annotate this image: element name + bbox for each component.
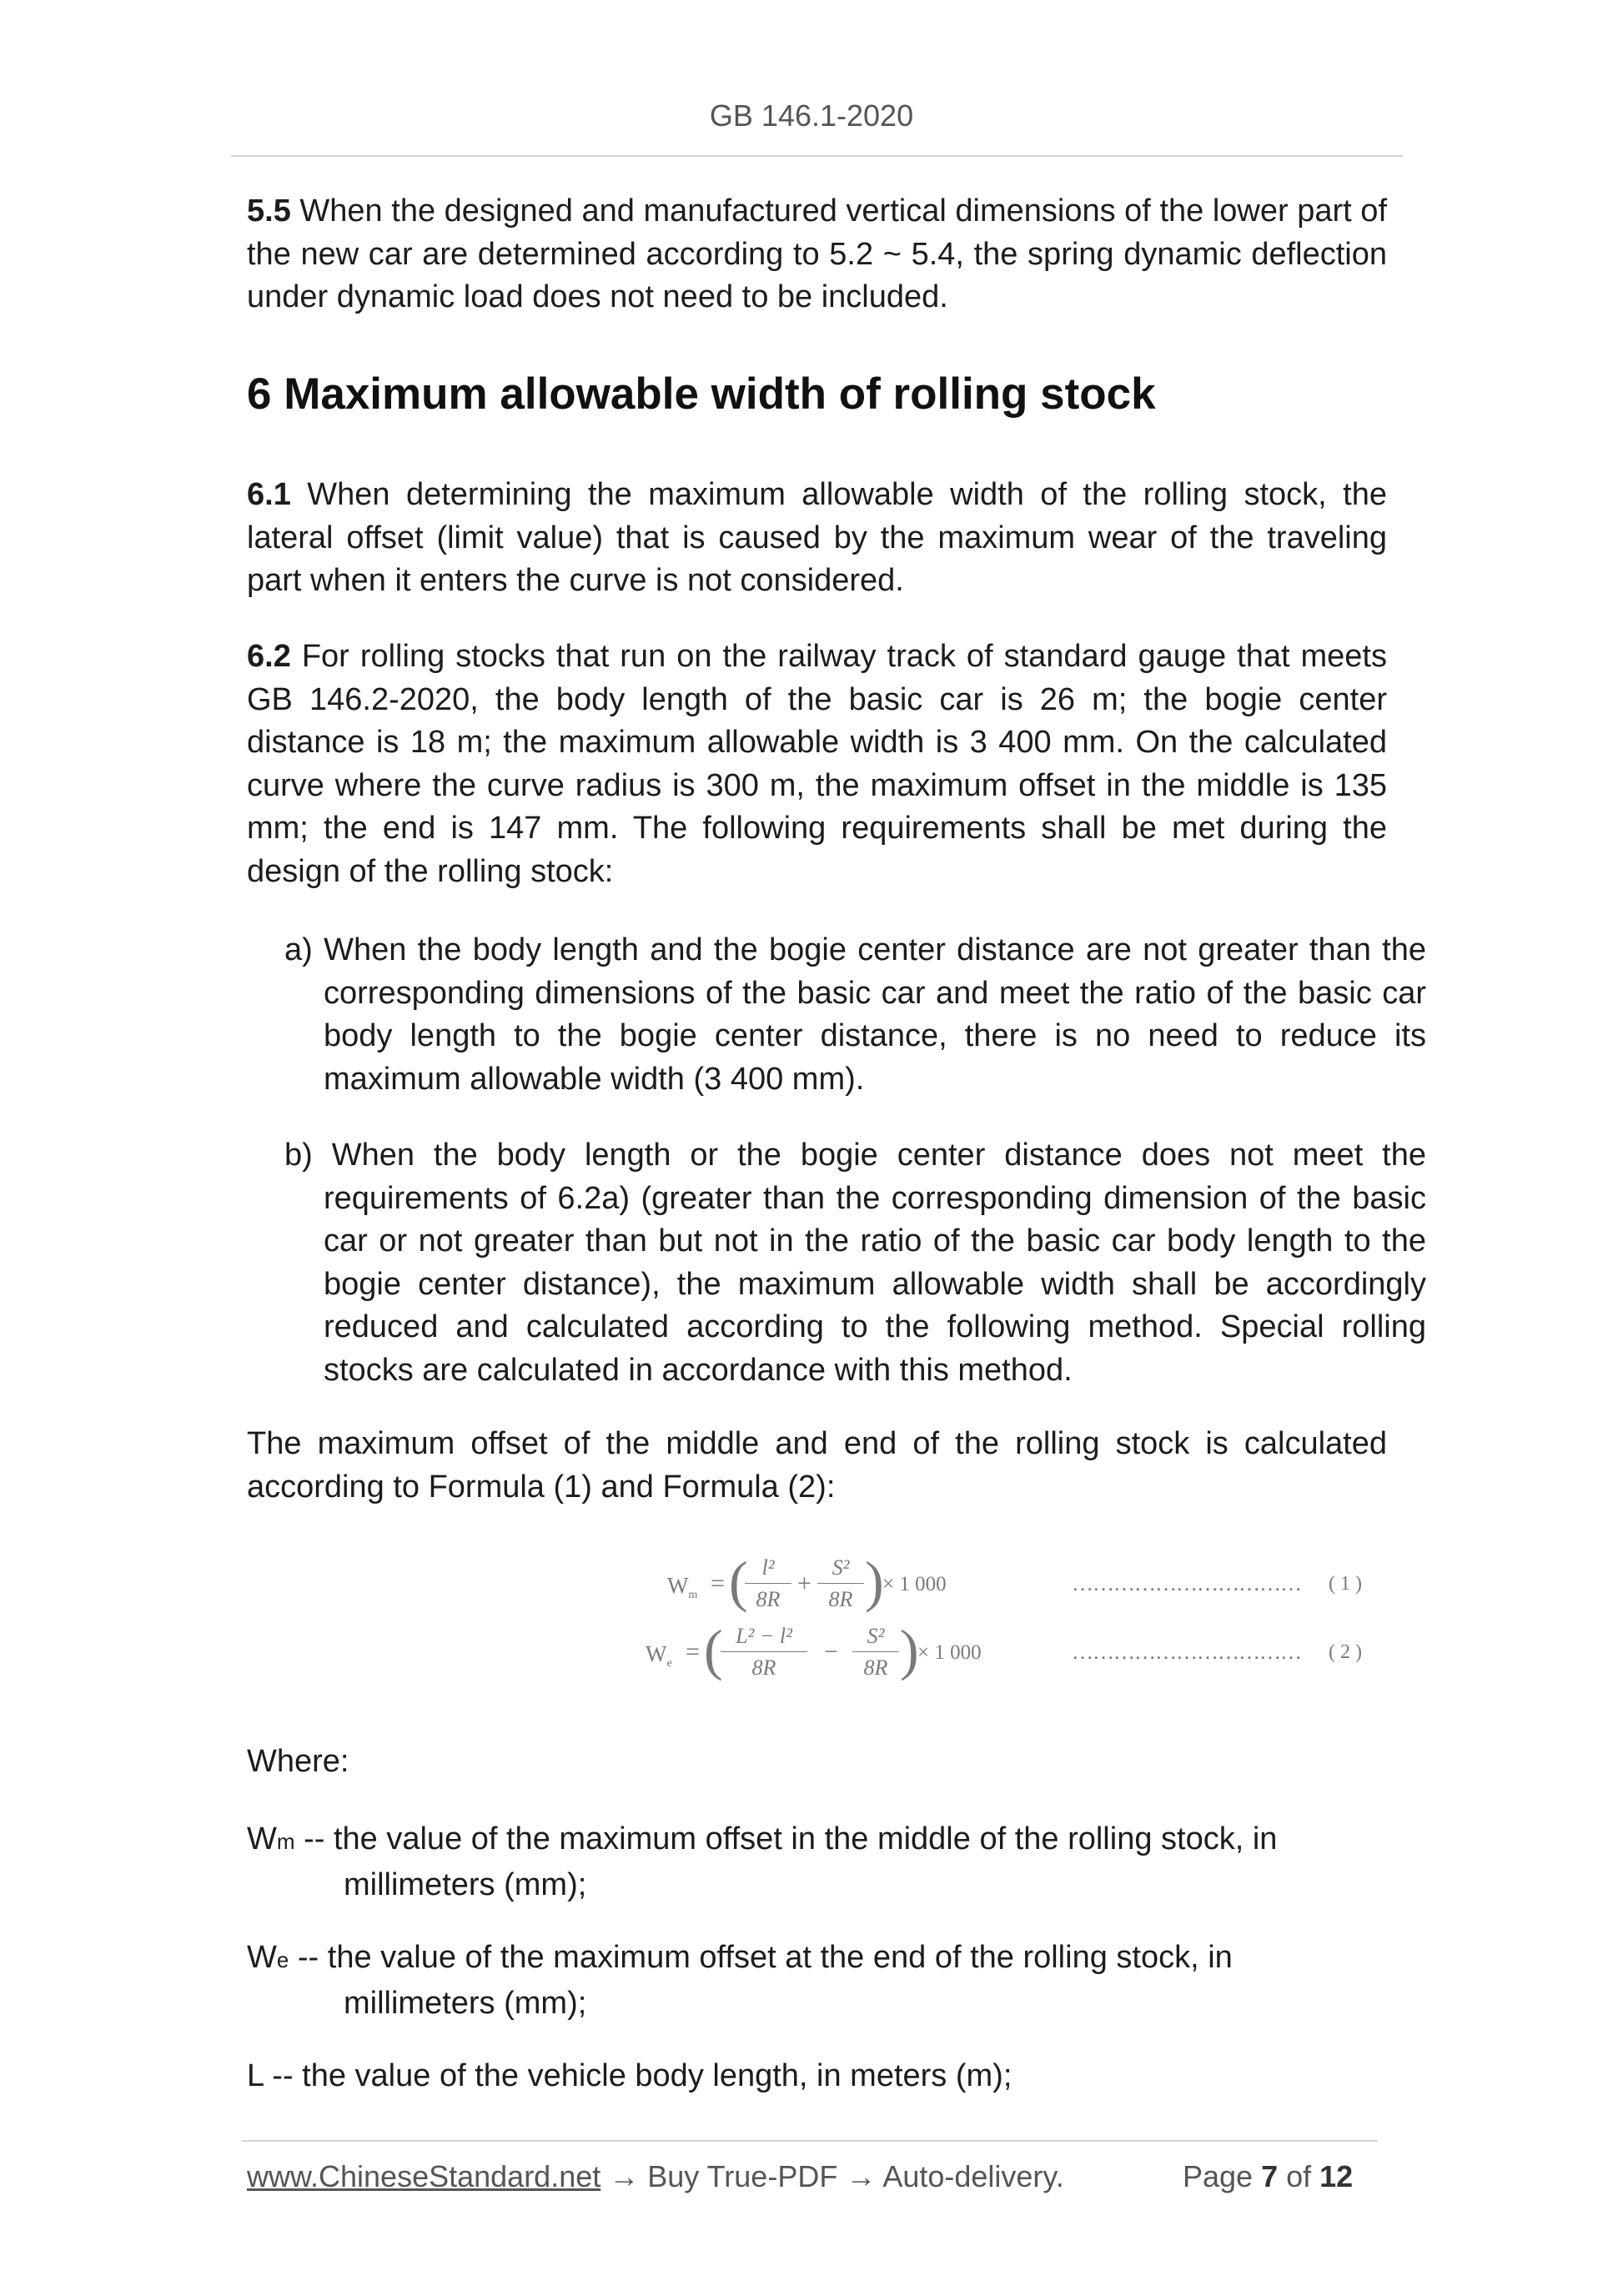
clause-5-5 (247, 190, 1387, 319)
definition-wm (247, 1818, 1387, 1907)
clause-5-5-number: 5.5 (247, 193, 291, 229)
formula-2-lhs-sub: e (666, 1657, 672, 1670)
formula-2 (634, 1618, 1401, 1688)
clause-6-1 (247, 474, 1387, 603)
formula-1 (634, 1550, 1401, 1620)
formula-1-lhs (667, 1573, 697, 1602)
definition-l-symbol: L (247, 2058, 264, 2093)
list-item-b-text: When the body length or the bogie center distance does not meet the requirements of 6.2a) (greater than the corresponding dimension of the basic car or not greater than but not in the ratio of the basic car body length to the bogie center distance), the maximum allowable width shall be accordingly reduced and calculated according to the following method. Special rolling stocks are calculated in accordance with this method. (312, 1138, 1426, 1388)
formula-1-multiplier: × 1 000 (882, 1573, 947, 1595)
formula-2-lhs (646, 1641, 672, 1671)
section-6-heading: 6 Maximum allowable width of rolling stock (247, 369, 1156, 419)
definition-we-symbol-sub: e (276, 1947, 289, 1972)
formula-2-equals: = (686, 1638, 700, 1665)
formula-2-frac-2 (852, 1621, 899, 1682)
formula-1-lhs-sub: m (688, 1589, 698, 1601)
definition-wm-symbol-letter: W (247, 1821, 277, 1856)
formula-1-leader: …………………………… (1072, 1571, 1301, 1595)
formula-1-paren-right: ) (865, 1550, 884, 1613)
definition-wm-symbol (247, 1818, 295, 1864)
footer-page-total: 12 (1319, 2159, 1354, 2193)
formula-2-paren-left: ( (704, 1618, 723, 1681)
formula-2-frac-1-num: L² − l² (721, 1621, 807, 1652)
definition-wm-text: -- the value of the maximum offset in the middle of the rolling stock, in (294, 1821, 1278, 1856)
definition-wm-continuation: millimeters (mm); (344, 1866, 587, 1902)
footer-promo (247, 2159, 1064, 2194)
definition-we (247, 1937, 1387, 2025)
clause-6-2-number: 6.2 (247, 639, 291, 674)
footer-tagline: → Buy True-PDF → Auto-delivery. (600, 2159, 1064, 2193)
footer-of-label: of (1278, 2159, 1320, 2193)
footer-site-link[interactable]: www.ChineseStandard.net (247, 2159, 601, 2193)
definition-we-text: -- the value of the maximum offset at the end of the rolling stock, in (289, 1940, 1233, 1975)
formula-1-number: ( 1 ) (1329, 1573, 1362, 1595)
formula-1-frac-2-num: S² (817, 1553, 864, 1584)
formula-1-frac-2-den: 8R (828, 1587, 853, 1611)
clause-6-1-number: 6.1 (247, 477, 291, 512)
formula-1-operator: + (797, 1570, 812, 1597)
formula-1-paren-left: ( (729, 1550, 748, 1613)
formula-2-frac-2-num: S² (852, 1621, 899, 1652)
clause-6-1-text: When determining the maximum allowable width of the rolling stock, the lateral offset (limit value) that is caused by the maximum wear of the traveling part when it enters the curve is not considered. (247, 477, 1387, 598)
formula-2-paren-right: ) (900, 1618, 919, 1681)
formula-1-frac-1 (745, 1553, 791, 1614)
list-item-b (284, 1134, 1426, 1392)
formula-block (634, 1550, 1401, 1703)
definition-we-continuation: millimeters (mm); (344, 1985, 587, 2021)
formula-2-operator: − (824, 1638, 838, 1665)
formula-1-frac-1-num: l² (745, 1553, 791, 1584)
clause-6-2-text: For rolling stocks that run on the railway track of standard gauge that meets GB 146.2-2020, the body length of the basic car is 26 m; the bogie center distance is 18 m; the maximum allowable width is 3 400 mm. On the calculated curve where the curve radius is 300 m, the maximum offset in the middle is 135 mm; the end is 147 mm. The following requirements shall be met during the design of the rolling stock: (247, 639, 1387, 889)
clause-5-5-text: When the designed and manufactured vertical dimensions of the lower part of the new car are determined according to 5.2 ~ 5.4, the spring dynamic deflection under dynamic load does not need to be included. (247, 193, 1387, 314)
definition-we-symbol (247, 1937, 289, 1982)
header-divider (231, 155, 1403, 157)
formula-2-multiplier: × 1 000 (917, 1641, 982, 1664)
formula-2-leader: …………………………… (1072, 1640, 1301, 1664)
header-doc-id: GB 146.1-2020 (709, 98, 914, 133)
clause-6-2 (247, 636, 1387, 893)
formula-1-lhs-symbol: W (667, 1573, 689, 1598)
formula-2-frac-2-den: 8R (863, 1655, 888, 1680)
list-item-a-marker: a) (284, 932, 313, 967)
formula-2-lhs-symbol: W (646, 1641, 667, 1666)
list-item-a (284, 929, 1426, 1101)
formula-1-frac-2 (817, 1553, 864, 1614)
formula-2-frac-1-den: 8R (751, 1655, 776, 1680)
list-item-b-marker: b) (284, 1138, 313, 1173)
where-label: Where: (247, 1744, 349, 1779)
definition-l-text: -- the value of the vehicle body length, in meters (m); (263, 2058, 1012, 2093)
footer-page-indicator (1183, 2159, 1353, 2194)
definition-we-symbol-letter: W (247, 1940, 277, 1975)
definition-l (247, 2055, 1387, 2098)
footer-page-current: 7 (1261, 2159, 1279, 2193)
formula-1-frac-1-den: 8R (756, 1587, 781, 1611)
formula-intro: The maximum offset of the middle and end of the rolling stock is calculated according to Formula (1) and Formula (2): (247, 1426, 1387, 1505)
formula-2-number: ( 2 ) (1329, 1641, 1362, 1663)
footer-page-label: Page (1183, 2159, 1262, 2193)
footer-divider (242, 2140, 1378, 2142)
definition-wm-line (247, 1818, 1387, 1864)
list-item-a-text: When the body length and the bogie center distance are not greater than the corresponding dimensions of the basic car and meet the ratio of the basic car body length to the bogie center distance, there is no need to reduce its maximum allowable width (3 400 mm). (312, 932, 1426, 1097)
formula-2-frac-1 (721, 1621, 807, 1682)
definition-wm-symbol-sub: m (276, 1829, 295, 1854)
definition-we-line (247, 1937, 1387, 1982)
formula-1-equals: = (711, 1570, 725, 1597)
